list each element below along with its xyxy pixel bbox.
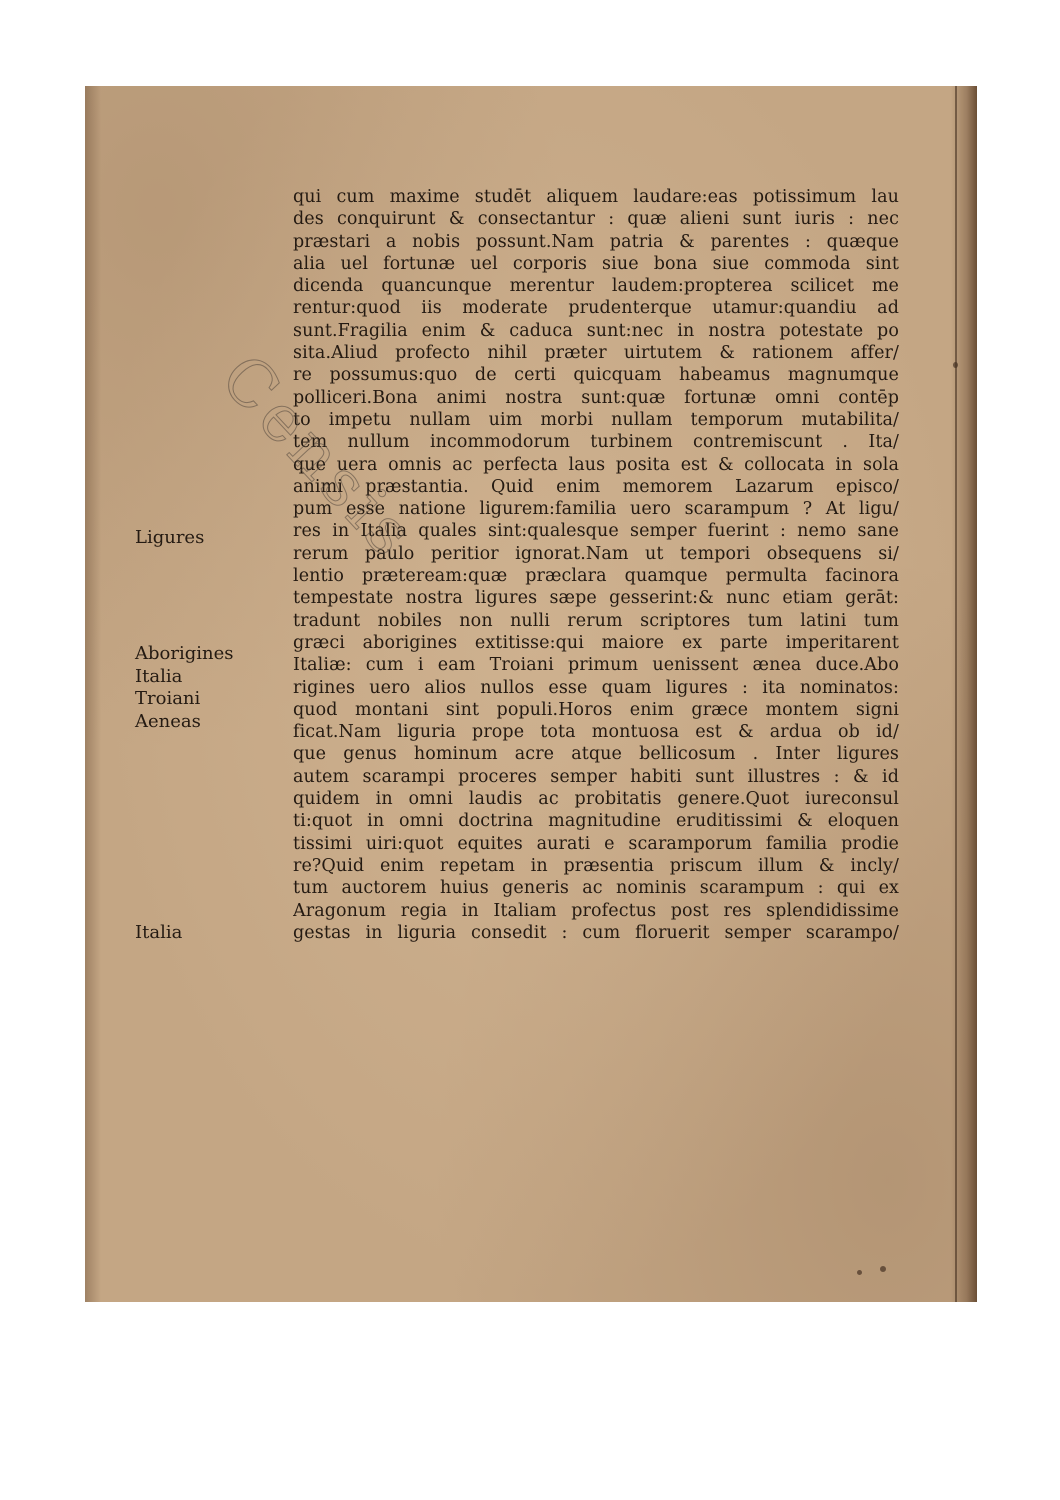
text-line: res in Italia quales sint:qualesque semper fuerint : nemo sane [293,521,899,542]
text-line: tem nullum incommodorum turbinem contremiscunt . Ita/ [293,432,899,453]
text-line: qui cum maxime studēt aliquem laudare:eas potissimum lau [293,187,899,207]
ink-speck [880,1266,886,1272]
text-line: gestas in liguria consedit : cum floruerit semper scarampo/ [293,922,899,943]
text-line: præstari a nobis possunt.Nam patria & parentes : quæque [293,231,899,252]
text-line: græci aborigines extitisse:qui maiore ex parte imperitarent [293,632,899,653]
ink-speck [857,1270,862,1275]
text-line: Italiæ: cum i eam Troiani primum uenissent ænea duce.Abo [293,655,899,676]
page-edge-line [955,86,957,1302]
text-line: quidem in omni laudis ac probitatis genere.Quot iureconsul [293,789,899,810]
text-line: des conquirunt & consectantur : quæ alieni sunt iuris : nec [293,209,899,230]
text-line: tempestate nostra ligures sæpe gesserint:& nunc etiam gerāt: [293,588,899,609]
margin-note-troiani: Troiani [135,688,201,709]
text-line: ti:quot in omni doctrina magnitudine eruditissimi & eloquen [293,811,899,832]
ink-speck [953,362,958,368]
text-line: dicenda quancunque merentur laudem:propterea scilicet me [293,276,899,297]
text-line: ficat.Nam liguria prope tota montuosa est & ardua ob id/ [293,722,899,743]
text-line: re?Quid enim repetam in præsentia priscum illum & incly/ [293,855,899,876]
library-watermark: Censis [205,341,431,575]
page-scan [85,86,977,1302]
margin-note-italia: Italia [135,666,183,687]
text-line: rentur:quod iis moderate prudenterque utamur:quandiu ad [293,298,899,319]
margin-note-ligures: Ligures [135,527,205,548]
text-line: que uera omnis ac perfecta laus posita est & collocata in sola [293,454,899,475]
text-line: autem scarampi proceres semper habiti sunt illustres : & id [293,766,899,787]
gutter-shadow [85,86,101,1302]
margin-note-aborigines: Aborigines [135,643,234,664]
text-line: polliceri.Bona animi nostra sunt:quæ fortunæ omni contēp [293,387,899,408]
body-text [293,186,899,944]
text-line: tum auctorem huius generis ac nominis scarampum : qui ex [293,878,899,899]
margin-note-aeneas: Aeneas [135,711,201,732]
text-line: alia uel fortunæ uel corporis siue bona siue commoda sint [293,253,899,274]
text-line: tissimi uiri:quot equites aurati e scaramporum familia prodie [293,833,899,854]
text-line: re possumus:quo de certi quicquam habeamus magnumque [293,365,899,386]
text-line: pum esse natione ligurem:familia uero scarampum ? At ligu/ [293,499,899,520]
text-line: Aragonum regia in Italiam profectus post res splendidissime [293,900,899,921]
text-line: lentio præteream:quæ præclara quamque permulta facinora [293,566,899,587]
text-line: que genus hominum acre atque bellicosum . Inter ligures [293,744,899,765]
text-line: tradunt nobiles non nulli rerum scriptores tum latini tum [293,610,899,631]
margin-note-italia: Italia [135,922,183,943]
text-line: sita.Aliud profecto nihil præter uirtutem & rationem affer/ [293,343,899,364]
text-line: animi præstantia. Quid enim memorem Lazarum episco/ [293,476,899,497]
text-line: rigines uero alios nullos esse quam ligures : ita nominatos: [293,677,899,698]
text-line: rerum paulo peritior ignorat.Nam ut tempori obsequens si/ [293,543,899,564]
text-line: sunt.Fragilia enim & caduca sunt:nec in nostra potestate po [293,320,899,341]
text-line: quod montani sint populi.Horos enim græce montem signi [293,699,899,720]
text-line: to impetu nullam uim morbi nullam temporum mutabilita/ [293,409,899,430]
